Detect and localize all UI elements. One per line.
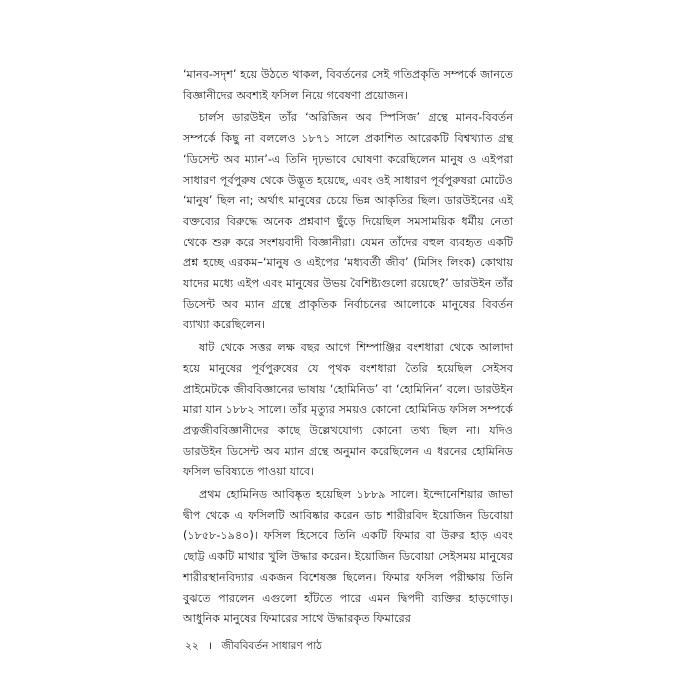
body-text bbox=[183, 65, 513, 632]
paragraph-1: ‘মানব-সদৃশ’ হয়ে উঠতে থাকল, বিবর্তনের সেই গতিপ্রকৃতি সম্পর্কে জানতে বিজ্ঞানীদের অবশ্যই ফসিল নিয়ে গবেষণা প্রয়োজন। bbox=[183, 68, 513, 102]
running-title: জীববিবর্তন সাধারণ পাঠ bbox=[221, 640, 322, 652]
paragraph-3: ষাট থেকে সত্তর লক্ষ বছর আগে শিম্পাঞ্জির বংশধারা থেকে আলাদা হয়ে মানুষের পূর্বপুরুষের যে পৃথক বংশধারা তৈরি হয়েছিল সেইসব প্রাইমেটকে জীববিজ্ঞানের ভাষায় ‘হোমিনিড’ বা ‘হোমিনিন’ বলে। ডারউইন মারা যান ১৮৮২ সালে। তাঁর মৃত্যুর সময়ও কোনো হোমিনিড ফসিল সম্পর্কে প্রত্নজীববিজ্ঞানীদের কাছে উল্লেখযোগ্য কোনো তথ্য ছিল না। যদিও ডারউইন ডিসেন্ট অব ম্যান গ্রন্থে অনুমান করেছিলেন এ ধরনের হোমিনিড ফসিল ভবিষ্যতে পাওয়া যাবে। bbox=[183, 341, 513, 479]
paragraph-2: চার্লস ডারউইন তাঁর ‘অরিজিন অব স্পিসিজ’ গ্রন্থে মানব-বিবর্তন সম্পর্কে কিছু না বললেও ১৮৭১ সালে প্রকাশিত আরেকটি বিশ্বখ্যাত গ্রন্থ ‘ডিসেন্ট অব ম্যান’-এ তিনি দৃঢ়ভাবে ঘোষণা করেছিলেন মানুষ ও এইপরা সাধারণ পূর্বপুরুষ থেকে উদ্ভূত হয়েছে, এবং ওই সাধারণ পূর্বপুরুষরা মোটেও ‘মানুষ’ ছিল না; অর্থাৎ মানুষের চেয়ে ভিন্ন আকৃতির ছিল। ডারউইনের এই বক্তব্যের বিরুদ্ধে অনেক প্রশ্নবাণ ছুঁড়ে দিয়েছিল সমসাময়িক ধর্মীয় নেতা থেকে শুরু করে সংশয়বাদী বিজ্ঞানীরা। যেমন তাঁদের বহুল ব্যবহৃত একটি প্রশ্ন হচ্ছে এরকম–‘মানুষ ও এইপের ‘মধ্যবর্তী জীব’ (মিসিং লিংক) কোথায় যাদের মধ্যে এইপ এবং মানুষের উভয় বৈশিষ্ট্যগুলো রয়েছে?’ ডারউইন তাঁর ডিসেন্ট অব ম্যান গ্রন্থে প্রাকৃতিক নির্বাচনের আলোকে মানুষের বিবর্তন ব্যাখ্যা করেছিলেন। bbox=[183, 111, 513, 332]
footer-separator: । bbox=[208, 640, 212, 652]
page-footer bbox=[185, 638, 322, 654]
paragraph-4: প্রথম হোমিনিড আবিষ্কৃত হয়েছিল ১৮৮৯ সালে। ইন্দোনেশিয়ার জাভা দ্বীপ থেকে এ ফসিলটি আবিষ্কার করেন ডাচ শারীরবিদ ইয়োজিন ডিবোয়া (১৮৫৮-১৯৪০)। ফসিল হিসেবে তিনি একটি ফিমার বা উরুর হাড় এবং ছোট্ট একটি মাথার খুলি উদ্ধার করেন। ইয়োজিন ডিবোয়া সেইসময় মানুষের শারীরস্থানবিদ্যার একজন বিশেষজ্ঞ ছিলেন। ফিমার ফসিল পরীক্ষায় তিনি বুঝতে পারলেন এগুলো হাঁটতে পারে এমন দ্বিপদী ব্যক্তির হাড়গোড়। আধুনিক মানুষের ফিমারের সাথে উদ্ধারকৃত ফিমারের bbox=[183, 488, 513, 626]
page-number: ২২ bbox=[185, 640, 199, 652]
